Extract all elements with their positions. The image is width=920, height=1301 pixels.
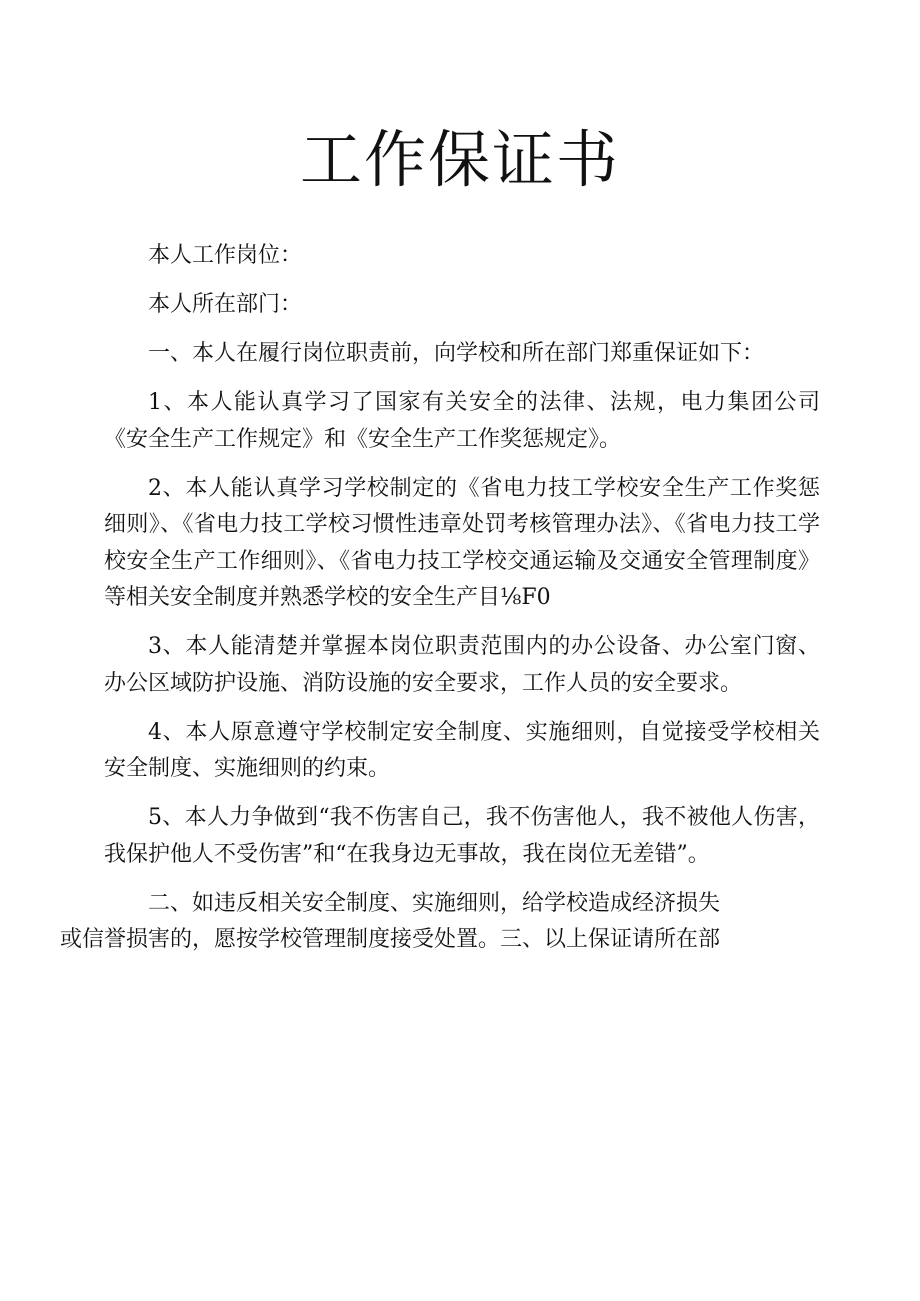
document-body xyxy=(60,238,820,959)
section-2-line-2: 或信誉损害的，愿按学校管理制度接受处置。三、以上保证请所在部 xyxy=(60,927,721,952)
item-4-paragraph: 4、本人原意遵守学校制定安全制度、实施细则，自觉接受学校相关安全制度、实施细则的约束。 xyxy=(104,719,820,781)
item-2-paragraph: 2、本人能认真学习学校制定的《省电力技工学校安全生产工作奖惩细则》、《省电力技工学校习惯性违章处罚考核管理办法》、《省电力技工学校安全生产工作细则》、《省电力技工学校交通运输及交通安全管理制度》等相关安全制度并熟悉学校的安全生产目⅛F0 xyxy=(104,475,820,610)
department-line: 本人所在部门： xyxy=(148,292,303,317)
post-line: 本人工作岗位： xyxy=(148,243,303,268)
item-3-paragraph: 3、本人能清楚并掌握本岗位职责范围内的办公设备、办公室门窗、办公区域防护设施、消防设施的安全要求，工作人员的安全要求。 xyxy=(104,634,820,696)
section-2-paragraph xyxy=(60,886,820,959)
item-1-paragraph: 1、本人能认真学习了国家有关安全的法律、法规，电力集团公司《安全生产工作规定》和《安全生产工作奖惩规定》。 xyxy=(104,390,820,452)
section-2-line-1: 二、如违反相关安全制度、实施细则，给学校造成经济损失 xyxy=(148,890,721,916)
item-5-paragraph: 5、本人力争做到“我不伤害自己，我不伤害他人，我不被他人伤害，我保护他人不受伤害”和“在我身边无事故，我在岗位无差错”。 xyxy=(104,805,820,867)
document-title: 工作保证书 xyxy=(299,123,620,196)
intro-paragraph: 一、本人在履行岗位职责前，向学校和所在部门郑重保证如下： xyxy=(148,341,765,366)
